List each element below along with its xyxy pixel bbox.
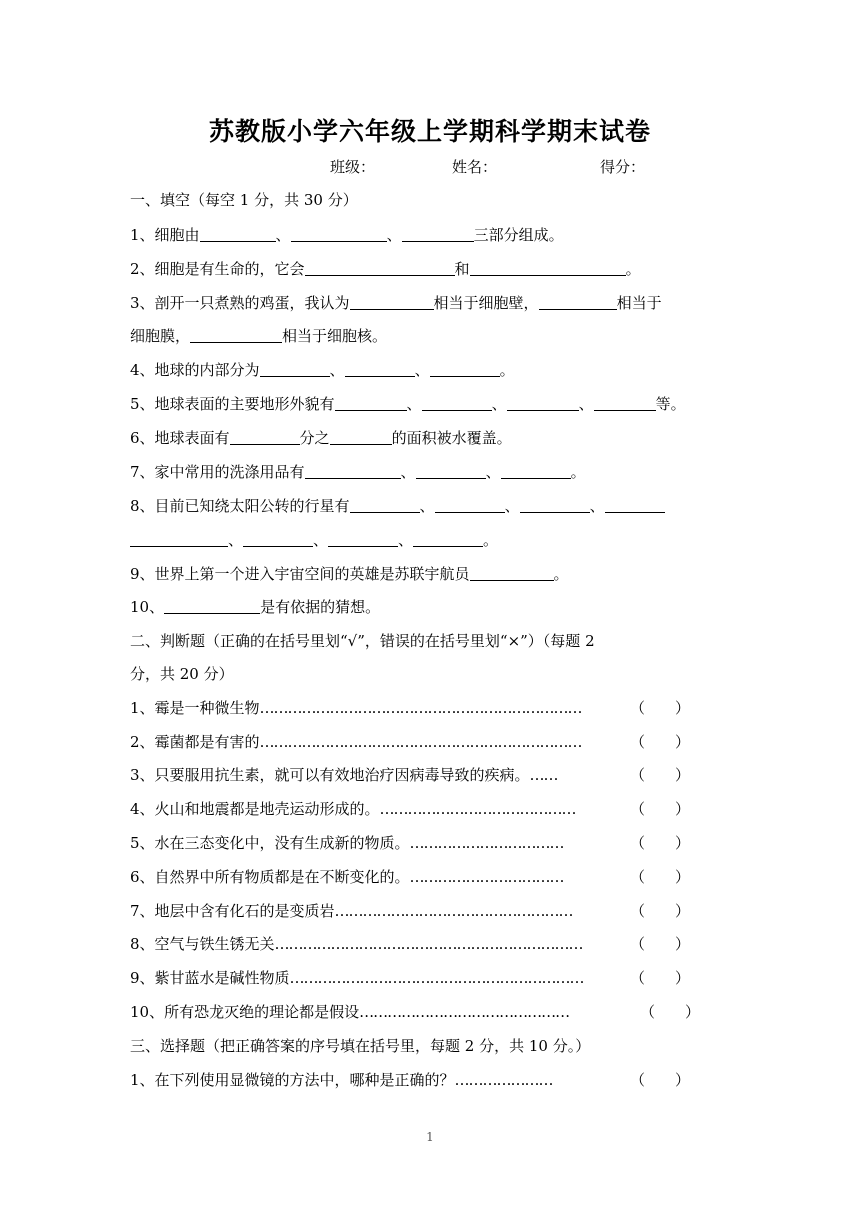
leader-dots: …………………………………………………………… — [259, 699, 582, 717]
leader-dots: ………………………………………………………… — [274, 935, 583, 953]
leader-dots: …… — [529, 766, 558, 784]
answer-blank[interactable] — [507, 395, 579, 411]
answer-parentheses[interactable]: （ ） — [630, 868, 691, 886]
judgement-text: 9、紫甘蓝水是碱性物质 — [130, 969, 290, 987]
answer-parentheses[interactable]: （ ） — [630, 699, 691, 717]
answer-parentheses[interactable]: （ ） — [630, 969, 691, 987]
leader-dots: ……………………………………………………… — [289, 969, 584, 987]
section3-heading: 三、选择题（把正确答案的序号填在括号里，每题 2 分，共 10 分。） — [130, 1037, 591, 1055]
answer-parentheses[interactable]: （ ） — [630, 1071, 691, 1089]
judgement-item — [130, 833, 700, 853]
answer-parentheses[interactable]: （ ） — [630, 935, 691, 953]
class-label: 班级： — [330, 158, 376, 176]
judgement-text: 4、火山和地震都是地壳运动形成的。 — [130, 800, 380, 818]
answer-blank[interactable] — [435, 497, 505, 513]
answer-parentheses[interactable]: （ ） — [630, 834, 691, 852]
judgement-item — [130, 799, 700, 819]
judgement-text: 2、霉菌都是有害的 — [130, 733, 260, 751]
answer-blank[interactable] — [305, 463, 401, 479]
question-1-6: 6、地球表面有 分之 的面积被水覆盖。 — [130, 429, 512, 447]
judgement-item — [130, 765, 700, 785]
answer-blank[interactable] — [350, 497, 420, 513]
leader-dots: …………………………………… — [379, 800, 576, 818]
leader-dots: …………………………… — [409, 834, 564, 852]
score-label: 得分： — [600, 158, 646, 176]
answer-blank[interactable] — [402, 226, 474, 242]
judgement-text: 7、地层中含有化石的是变质岩 — [130, 902, 335, 920]
judgement-text: 6、自然界中所有物质都是在不断变化的。 — [130, 868, 410, 886]
answer-blank[interactable] — [328, 531, 398, 547]
question-3-1: 1、在下列使用显微镜的方法中，哪种是正确的？………………… （ ） — [130, 1071, 691, 1089]
section1-heading: 一、填空（每空 1 分，共 30 分） — [130, 191, 358, 209]
answer-blank[interactable] — [230, 429, 300, 445]
question-1-8: 8、目前已知绕太阳公转的行星有 、 、 、 — [130, 496, 665, 516]
answer-blank[interactable] — [413, 531, 483, 547]
answer-parentheses[interactable]: （ ） — [630, 733, 691, 751]
answer-blank[interactable] — [305, 260, 455, 276]
leader-dots: ……………………………………… — [359, 1003, 570, 1021]
leader-dots: …………………………………………………………… — [259, 733, 582, 751]
answer-blank[interactable] — [291, 226, 387, 242]
answer-blank[interactable] — [594, 395, 656, 411]
question-1-1: 1、细胞由 、 、 三部分组成。 — [130, 226, 564, 244]
answer-blank[interactable] — [605, 497, 665, 513]
question-1-9: 9、世界上第一个进入宇宙空间的英雄是苏联宇航员 。 — [130, 565, 569, 583]
answer-blank[interactable] — [260, 361, 330, 377]
question-1-7: 7、家中常用的洗涤用品有 、 、 。 — [130, 463, 586, 481]
answer-blank[interactable] — [330, 429, 392, 445]
answer-blank[interactable] — [520, 497, 590, 513]
answer-blank[interactable] — [200, 226, 276, 242]
judgement-item — [130, 732, 700, 752]
answer-blank[interactable] — [130, 531, 228, 547]
answer-blank[interactable] — [430, 361, 500, 377]
judgement-text: 1、霉是一种微生物 — [130, 699, 260, 717]
judgement-item — [130, 968, 700, 988]
leader-dots: …………………………………………… — [334, 902, 573, 920]
answer-blank[interactable] — [190, 327, 282, 343]
question-1-2: 2、细胞是有生命的，它会 和 。 — [130, 260, 641, 278]
leader-dots: …………………………… — [409, 868, 564, 886]
question-1-10: 10、 是有依据的猜想。 — [130, 598, 381, 616]
judgement-text: 8、空气与铁生锈无关 — [130, 935, 275, 953]
question-1-4: 4、地球的内部分为 、 、 。 — [130, 361, 515, 379]
question-1-3: 3、剖开一只煮熟的鸡蛋，我认为 相当于细胞壁， 相当于 — [130, 294, 662, 312]
answer-parentheses[interactable]: （ ） — [630, 800, 691, 818]
answer-blank[interactable] — [416, 463, 486, 479]
name-label: 姓名： — [452, 158, 498, 176]
answer-blank[interactable] — [164, 598, 260, 614]
page-title: 苏教版小学六年级上学期科学期末试卷 — [208, 117, 651, 146]
answer-blank[interactable] — [470, 565, 554, 581]
judgement-text: 3、只要服用抗生素，就可以有效地治疗因病毒导致的疾病。 — [130, 766, 530, 784]
judgement-item — [130, 867, 700, 887]
question-1-5: 5、地球表面的主要地形外貌有 、 、 、 等。 — [130, 395, 686, 413]
judgement-text: 10、所有恐龙灭绝的理论都是假设 — [130, 1003, 360, 1021]
judgement-text: 5、水在三态变化中，没有生成新的物质。 — [130, 834, 410, 852]
answer-blank[interactable] — [335, 395, 407, 411]
judgement-item — [130, 698, 700, 718]
answer-parentheses[interactable]: （ ） — [640, 1003, 701, 1021]
answer-blank[interactable] — [345, 361, 415, 377]
question-1-3-cont: 细胞膜， 相当于细胞核。 — [130, 327, 388, 345]
answer-parentheses[interactable]: （ ） — [630, 766, 691, 784]
answer-blank[interactable] — [539, 294, 617, 310]
judgement-item — [130, 1002, 700, 1022]
answer-blank[interactable] — [470, 260, 626, 276]
answer-blank[interactable] — [422, 395, 492, 411]
judgement-item — [130, 901, 700, 921]
judgement-item — [130, 934, 700, 954]
answer-blank[interactable] — [501, 463, 571, 479]
section2-heading-cont: 分，共 20 分） — [130, 665, 234, 683]
answer-blank[interactable] — [350, 294, 434, 310]
answer-parentheses[interactable]: （ ） — [630, 902, 691, 920]
question-1-8-cont: 、 、 、 。 — [130, 530, 498, 550]
answer-blank[interactable] — [243, 531, 313, 547]
page-number: 1 — [426, 1130, 434, 1144]
section2-heading: 二、判断题（正确的在括号里划“√”，错误的在括号里划“×”）（每题 2 — [130, 632, 595, 650]
